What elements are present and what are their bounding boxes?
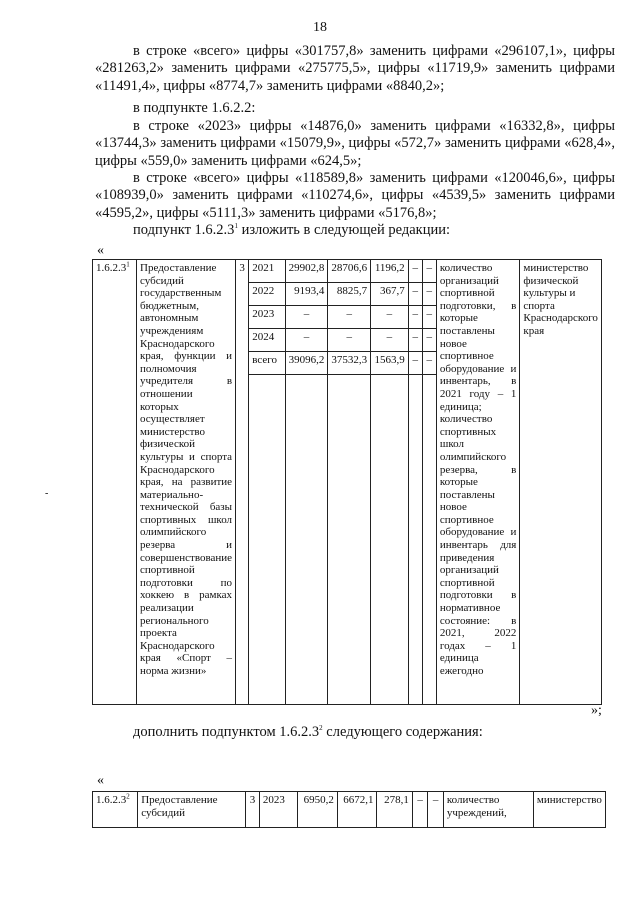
statement-text: дополнить подпунктом 1.6.2.3 [133,724,320,740]
empty-cell [285,375,328,705]
paragraph-total-row: в строке «всего» цифры «301757,8» заменить цифрами «296107,1», цифры «281263,2» заменить цифрами «275775,5», цифры «11719,9» заменить цифрами «11491,4», цифры «8774,7» заменить цифрами «8840,2»; [95,43,615,94]
item-description: Предоставление субсидий государственным бюджетным, автономным учреждениям Краснодарского края, функции и полномочия учредителя в отношении которых осуществляет министерство физической культуры и спорта Краснодарского края, на развитие материально-технической базы спортивных школ олимпийского резерва и совершенствование спортивной подготовки по хоккею в рамках реализации регионального проекта Краснодарского края «Спорт – норма жизни» [137,260,236,705]
item-status: 3 [236,260,249,705]
row-local: – [408,283,422,306]
row-total: 29902,8 [285,260,328,283]
paragraph-subitem-heading: в подпункте 1.6.2.2: [133,100,256,116]
margin-mark: - [45,488,49,499]
row-local: – [408,329,422,352]
row-year: 2023 [249,306,285,329]
page-number: 18 [313,20,327,35]
row-local: – [408,306,422,329]
statement-replace-subitem [95,222,615,239]
row-year: 2022 [249,283,285,306]
statement-superscript: 1 [234,222,238,231]
row-federal: – [371,329,409,352]
item-code: 1.6.2.3$^1$ [93,260,137,705]
item-executor: министерство физической культуры и спорта Краснодарского края [520,260,602,705]
statement-text-tail: следующего содержания: [322,724,483,740]
row-regional: – [328,329,371,352]
open-quote: « [97,243,104,258]
item-result: количество учреждений, [443,792,533,828]
row-total: – [285,329,328,352]
table-subitem-1 [92,259,602,705]
row-local: – [408,352,422,375]
item-executor: министерство [533,792,605,828]
row-year: 2024 [249,329,285,352]
row-total: 6950,2 [298,792,338,828]
row-regional: 8825,7 [328,283,371,306]
row-total: 39096,2 [285,352,328,375]
paragraph-2023-row: в строке «2023» цифры «14876,0» заменить цифрами «16332,8», цифры «13744,3» заменить цифрами «15079,9», цифры «572,7» заменить цифрами «628,4», цифры «559,0» заменить цифрами «624,5»; [95,118,615,169]
empty-cell [371,375,409,705]
row-other: – [428,792,443,828]
row-other: – [422,352,436,375]
table-subitem-2 [92,791,606,828]
row-local: – [412,792,427,828]
row-year: всего [249,352,285,375]
row-regional: 28706,6 [328,260,371,283]
row-local: – [408,260,422,283]
empty-cell [328,375,371,705]
statement-superscript: 2 [319,724,323,733]
row-year: 2023 [259,792,297,828]
item-code: 1.6.2.3$^2$ [93,792,138,828]
row-year: 2021 [249,260,285,283]
close-quote: »; [591,703,602,718]
row-total: – [285,306,328,329]
open-quote-2: « [97,773,104,788]
paragraph-total-row-2: в строке «всего» цифры «118589,8» заменить цифрами «120046,6», цифры «108939,0» заменить цифрами «110274,6», цифры «4539,5» заменить цифрами «4595,2», цифры «5111,3» заменить цифрами «5176,8»; [95,170,615,221]
row-federal: 367,7 [371,283,409,306]
row-federal: – [371,306,409,329]
row-regional: – [328,306,371,329]
row-federal: 1196,2 [371,260,409,283]
row-federal: 1563,9 [371,352,409,375]
empty-cell [422,375,436,705]
statement-add-subitem [133,724,613,741]
item-description: Предоставление субсидий [138,792,246,828]
row-other: – [422,260,436,283]
row-other: – [422,283,436,306]
empty-cell [408,375,422,705]
row-other: – [422,306,436,329]
row-federal: 278,1 [377,792,412,828]
row-total: 9193,4 [285,283,328,306]
item-result: количество организаций спортивной подготовки, в которые поставлены новое спортивное оборудование и инвентарь, в 2021 году – 1 единица; количество спортивных школ олимпийского резерва, в которые поставлены новое спортивное оборудование и инвентарь для приведения организаций спортивной подготовки в нормативное состояние: в 2021, 2022 годах – 1 единица ежегодно [436,260,520,705]
item-status: 3 [246,792,260,828]
row-other: – [422,329,436,352]
empty-cell [249,375,285,705]
row-regional: 37532,3 [328,352,371,375]
statement-text-tail: изложить в следующей редакции: [237,222,451,238]
statement-text: подпункт 1.6.2.3 [133,222,235,238]
row-regional: 6672,1 [337,792,377,828]
